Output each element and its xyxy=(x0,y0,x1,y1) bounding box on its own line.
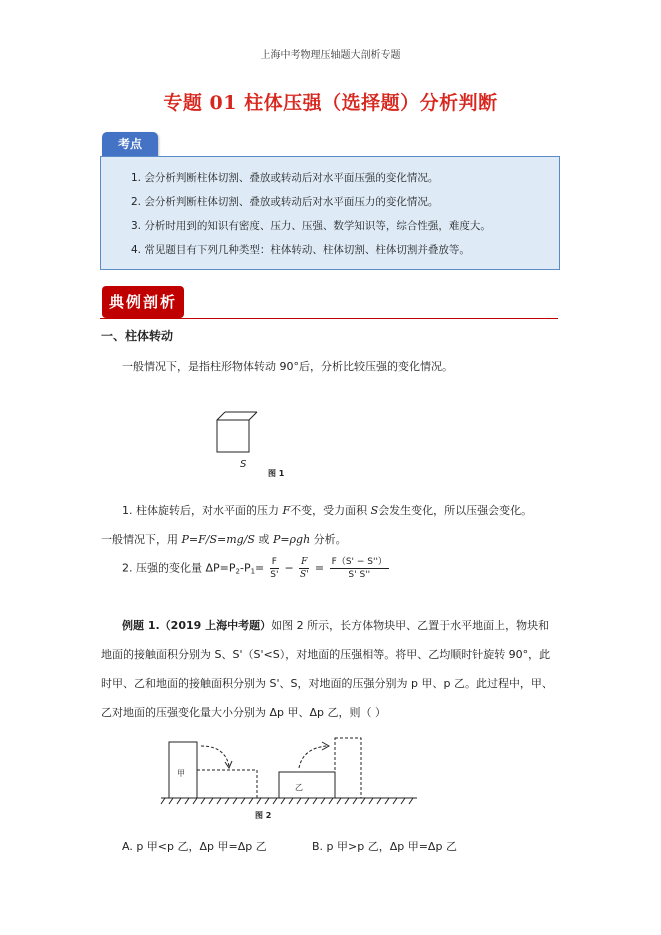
formula-2: P=ρgh xyxy=(272,533,311,546)
fig2-label-yi: 乙 xyxy=(295,783,303,792)
intro-paragraph: 一般情况下，是指柱形物体转动 90°后，分析比较压强的变化情况。 xyxy=(122,360,453,373)
fraction-3-num: F（S' − S''） xyxy=(331,557,387,567)
section-divider xyxy=(100,318,558,319)
point-2-sub2: 2 xyxy=(235,567,240,576)
kaodian-item-2: 2. 会分析判断柱体切割、叠放或转动后对水平面压力的变化情况。 xyxy=(131,196,439,208)
kaodian-item-3: 3. 分析时用到的知识有密度、压力、压强、数学知识等，综合性强，难度大。 xyxy=(131,220,491,232)
fig1-s-label: S xyxy=(240,459,247,470)
point-2-op: − xyxy=(284,561,294,575)
fraction-3 xyxy=(330,556,389,581)
option-A: A. p 甲<p 乙，Δp 甲=Δp 乙 xyxy=(122,840,267,853)
fraction-1-den: S' xyxy=(270,570,279,580)
fraction-2 xyxy=(299,556,309,581)
kaodian-item-4: 4. 常见题目有下列几种类型：柱体转动、柱体切割、柱体切割并叠放等。 xyxy=(131,244,470,256)
fig1-edge-2 xyxy=(249,412,257,420)
example-text-1: 如图 2 所示，长方体物块甲、乙置于水平地面上，物块和 xyxy=(271,619,550,632)
fig2-arrow-jia xyxy=(201,746,229,766)
point-1-F: F xyxy=(282,504,291,517)
fig2-block-jia-rotated xyxy=(197,770,257,798)
fig1-edge-1 xyxy=(217,412,225,420)
fraction-1-num: F xyxy=(271,557,277,567)
option-B: B. p 甲>p 乙，Δp 甲=Δp 乙 xyxy=(312,840,457,853)
fig2-block-yi-rotated xyxy=(335,738,361,798)
point-1-prefix: 1. 柱体旋转后，对水平面的压力 xyxy=(122,504,283,517)
fraction-2-num: F xyxy=(301,557,308,567)
point-2-sub1: 1 xyxy=(250,567,256,576)
fraction-3-den: S' S'' xyxy=(348,570,371,580)
point-1-S: S xyxy=(370,504,379,517)
fraction-1 xyxy=(270,556,279,581)
fig2-label-jia: 甲 xyxy=(177,769,185,778)
formula-1: P=F/S=mg/S xyxy=(181,533,255,546)
page-header: 上海中考物理压轴题大剖析专题 xyxy=(260,50,401,61)
general-or: 或 xyxy=(254,533,273,546)
figure-2 xyxy=(155,732,425,820)
example-line-4: 乙对地面的压强变化量大小分别为 Δp 甲、Δp 乙，则（ ） xyxy=(101,706,386,719)
kaodian-box xyxy=(100,156,560,270)
point-2-prefix: 2. 压强的变化量 ΔP=P xyxy=(122,561,236,575)
point-1 xyxy=(122,502,532,518)
fig1-caption: 图 1 xyxy=(268,469,285,478)
example-line-1 xyxy=(122,617,549,633)
point-2-minus: -P xyxy=(239,561,251,575)
point-2-eq2: = xyxy=(314,561,325,575)
point-2-eq: = xyxy=(255,561,265,575)
fraction-2-den: S' xyxy=(299,570,309,580)
general-line xyxy=(101,531,347,547)
fig2-ground-hatch xyxy=(161,798,413,804)
point-1-suffix: 会发生变化，所以压强会变化。 xyxy=(378,504,533,517)
fig1-front-face xyxy=(217,420,249,452)
kaodian-item-1: 1. 会分析判断柱体切割、叠放或转动后对水平面压强的变化情况。 xyxy=(131,172,439,184)
heading-rotation: 一、柱体转动 xyxy=(101,329,174,343)
kaodian-tab: 考点 xyxy=(102,132,158,156)
fig2-block-yi xyxy=(279,772,335,798)
figure-1 xyxy=(212,406,302,478)
section-tab: 典例剖析 xyxy=(102,286,184,318)
general-prefix: 一般情况下，用 xyxy=(101,533,182,546)
point-2 xyxy=(122,556,391,581)
example-label: 例题 1.（2019 上海中考题） xyxy=(122,619,272,632)
general-suffix: 分析。 xyxy=(310,533,347,546)
fig2-caption: 图 2 xyxy=(255,811,272,820)
example-line-2: 地面的接触面积分别为 S、S'（S'<S），对地面的压强相等。将甲、乙均顺时针旋转 90°，此 xyxy=(101,648,551,661)
example-line-3: 时甲、乙和地面的接触面积分别为 S'、S，对地面的压强分别为 p 甲、p 乙。此过程中，甲、 xyxy=(101,677,553,690)
point-1-mid: 不变，受力面积 xyxy=(290,504,371,517)
page-title: 专题 01 柱体压强（选择题）分析判断 xyxy=(163,92,498,114)
